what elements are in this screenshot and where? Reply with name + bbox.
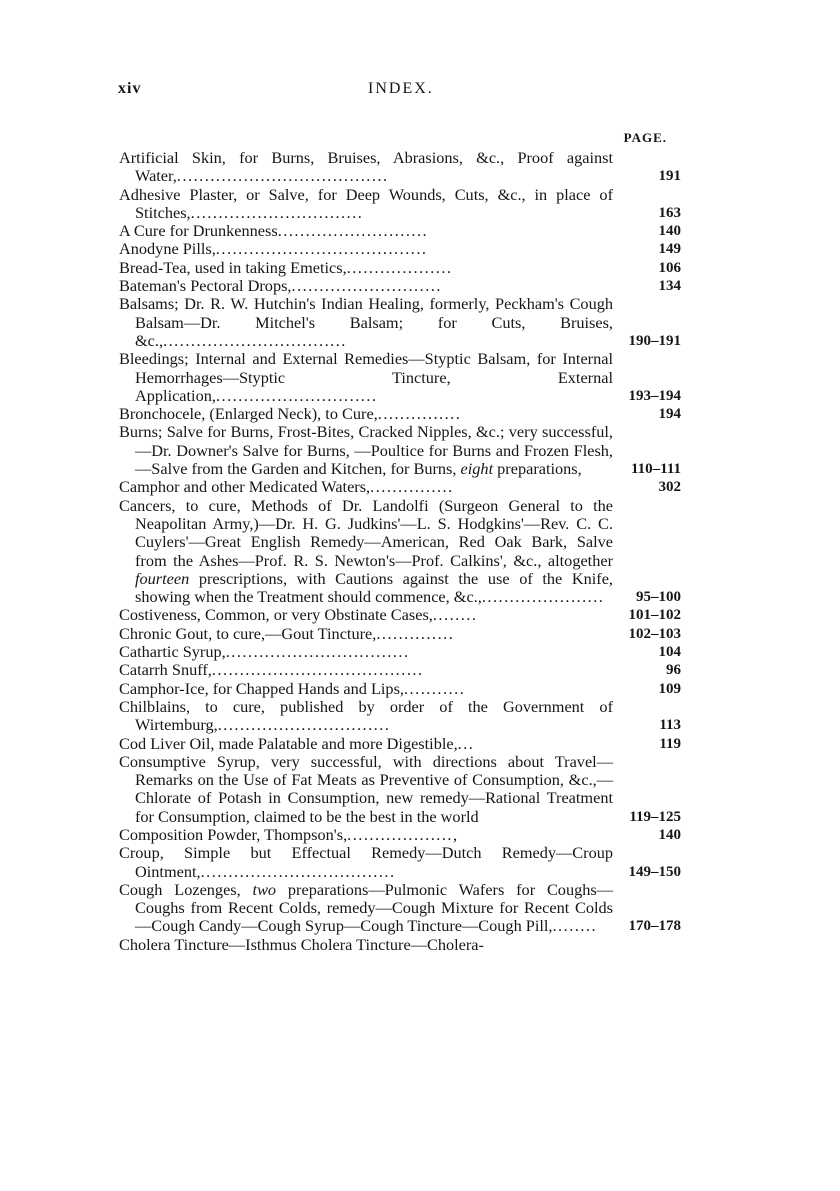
entry-text: for Chapped Hands and Lips,	[208, 678, 404, 698]
entry-page-ref: 302	[658, 479, 681, 496]
entry-heading: Bread-Tea,	[119, 257, 191, 277]
index-entry	[119, 753, 681, 826]
index-entry	[119, 643, 681, 661]
entry-page-ref: 95–100	[636, 589, 681, 606]
entry-heading: Composition Powder,	[119, 824, 261, 844]
entry-page-ref: 194	[658, 406, 681, 423]
index-entry	[119, 826, 681, 844]
entry-text: or Salve, for Deep Wounds, Cuts, &c., in place of Stitches,	[135, 184, 613, 222]
entry-leader-dots: ..............	[376, 623, 455, 643]
page-column-label: PAGE.	[623, 130, 667, 145]
index-entry	[119, 680, 681, 698]
entry-page-ref: 119	[659, 735, 681, 752]
entry-page-ref: 193–194	[628, 387, 681, 404]
entry-leader-dots: ...............	[370, 477, 454, 497]
entry-page-ref: 101–102	[628, 607, 681, 624]
entry-heading: Chronic Gout,	[119, 623, 213, 643]
index-entry	[119, 240, 681, 258]
entry-leader-dots: ...............................	[217, 715, 391, 735]
entry-text: to cure,—Gout Tincture,	[212, 623, 377, 643]
index-entry	[119, 478, 681, 496]
index-entry	[119, 423, 681, 478]
entry-leader-dots: ...................	[346, 257, 453, 277]
entry-heading: Burns;	[119, 422, 163, 442]
entry-heading: Cough Lozenges,	[119, 879, 241, 899]
index-entry	[119, 149, 681, 186]
entry-text: Common, or very Obstinate Cases,	[200, 605, 433, 625]
index-entry	[119, 222, 681, 240]
entry-heading: Cathartic Syrup,	[119, 642, 226, 662]
entry-heading: Camphor	[119, 477, 180, 497]
running-head	[118, 80, 678, 106]
entry-text: for Burns, Bruises, Abrasions, &c., Proof against Water,	[135, 148, 613, 186]
entry-text: Dr. R. W. Hutchin's Indian Healing, formerly, Peckham's Cough Balsam—Dr. Mitchel's Balsam; for Cuts, Bruises, &c.,	[135, 294, 613, 350]
index-entry	[119, 277, 681, 295]
entry-leader-dots: ...................................	[200, 861, 396, 881]
entry-text: and other Medicated Waters,	[179, 477, 371, 497]
entry-text: Internal and External Remedies—Styptic Balsam, for Internal Hemorrhages—Styptic Tincture, External Application,	[135, 349, 613, 405]
entry-page-ref: 149	[658, 241, 681, 258]
entry-page-ref: 109	[658, 680, 681, 697]
entry-heading: Bateman's Pectoral Drops,	[119, 276, 292, 296]
entry-heading: Chilblains,	[119, 696, 191, 716]
entry-heading: Camphor-Ice,	[119, 678, 209, 698]
entry-leader-dots: ...............................	[190, 202, 364, 222]
entry-heading: Cholera Tincture—	[119, 934, 246, 954]
entry-heading: Balsams;	[119, 294, 179, 314]
entry-leader-dots: .............................	[215, 385, 378, 405]
entry-heading: Cancers,	[119, 495, 176, 515]
index-entry	[119, 497, 681, 607]
entry-heading: Anodyne Pills,	[119, 239, 216, 259]
index-entries	[119, 149, 681, 954]
entry-leader-dots: ......................................	[215, 239, 428, 259]
entry-page-ref: 113	[659, 717, 681, 734]
entry-leader-dots: ......................	[481, 587, 605, 607]
entry-text-continued: preparations—Pulmonic Wafers for Coughs—Coughs from Recent Colds, remedy—Cough Mixture for Recent Colds—Cough Candy—Cough Syrup—Cough Tincture—Cough Pill,	[135, 879, 613, 936]
entry-leader-dots: ...........................	[277, 221, 429, 241]
index-entry	[119, 698, 681, 735]
entry-leader-dots: ...	[457, 733, 475, 753]
index-entry	[119, 405, 681, 423]
entry-emphasis: fourteen	[135, 568, 190, 588]
entry-heading: Catarrh Snuff,	[119, 660, 212, 680]
index-entry	[119, 350, 681, 405]
entry-text: Simple but Effectual Remedy—Dutch Remedy—Croup Ointment,	[135, 843, 613, 881]
entry-page-ref: 140	[658, 826, 681, 843]
entry-leader-dots: ...............	[377, 404, 462, 424]
entry-page-ref: 104	[658, 644, 681, 661]
entry-heading: Cod Liver Oil,	[119, 733, 215, 753]
entry-text: to cure, published by order of the Government of Wirtemburg,	[135, 696, 613, 735]
index-entry	[119, 844, 681, 881]
entry-page-ref: 110–111	[630, 461, 681, 478]
entry-text: Isthmus Cholera Tincture—Cholera-	[245, 934, 484, 954]
index-entry	[119, 186, 681, 223]
index-entry	[119, 606, 681, 624]
entry-heading: Bleedings;	[119, 349, 189, 369]
entry-page-ref: 102–103	[628, 625, 681, 642]
entry-leader-dots: ......................................	[211, 660, 424, 680]
entry-page-ref: 106	[658, 259, 681, 276]
entry-text: used in taking Emetics,	[190, 257, 347, 277]
index-entry	[119, 295, 681, 350]
entry-heading: Croup,	[119, 843, 164, 863]
entry-leader-dots: ...........................	[291, 276, 442, 296]
entry-leader-dots: .................................	[225, 642, 410, 662]
entry-page-ref: 96	[666, 662, 681, 679]
index-entry	[119, 735, 681, 753]
entry-heading: Artificial Skin,	[119, 148, 226, 167]
entry-page-ref: 170–178	[628, 918, 681, 935]
entry-leader-dots: ........	[432, 605, 478, 625]
entry-emphasis: eight	[456, 459, 494, 479]
index-entry	[119, 625, 681, 643]
entry-text: to cure, Methods of Dr. Landolfi (Surgeon General to the Neapolitan Army,)—Dr. H. G. Judkins'—L. S. Hodgkins'—Rev. C. C. Cuylers'—Great English Remedy—American, Red Oak Bark, Salve from the Ashes—Prof. R. S. Newton's—Prof. Calkins', &c., altogether	[135, 495, 613, 570]
entry-page-ref: 140	[658, 223, 681, 240]
entry-leader-dots: ........	[552, 916, 598, 936]
index-entry	[119, 661, 681, 679]
entry-heading: Consumptive Syrup,	[119, 751, 260, 771]
index-entry	[119, 881, 681, 936]
entry-page-ref: 163	[658, 204, 681, 221]
entry-leader-dots: ...........	[403, 678, 466, 698]
entry-leader-dots: .................................	[163, 330, 347, 350]
entry-page-ref: 191	[658, 168, 681, 185]
index-entry	[119, 259, 681, 277]
entry-emphasis: two	[240, 879, 277, 899]
entry-heading: A Cure for Drunkenness	[119, 221, 278, 241]
entry-text: Salve for Burns, Frost-Bites, Cracked Nipples, &c.; very successful,—Dr. Downer's Salve for Burns, —Poultice for Burns and Frozen Flesh,—Salve from the Garden and Kitchen, for Burns,	[135, 422, 613, 479]
page-title: INDEX.	[368, 80, 434, 97]
entry-text-continued: preparations,	[493, 459, 582, 479]
entry-page-ref: 190–191	[628, 332, 681, 349]
entry-leader-dots: ...................,	[347, 824, 459, 844]
index-entry	[119, 936, 681, 954]
entry-text-continued: prescriptions, with Cautions against the use of the Knife, showing when the Treatment should commence, &c.,	[135, 568, 613, 607]
entry-heading: Costiveness,	[119, 605, 201, 625]
entry-leader-dots: ......................................	[176, 166, 389, 186]
entry-page-ref: 119–125	[629, 808, 681, 825]
page-folio: xiv	[118, 80, 142, 97]
entry-text: very successful, with directions about Travel—Remarks on the Use of Fat Meats as Preventive of Consumption, &c.,—Chlorate of Potash in Consumption, new remedy—Rational Treatment for Consumption, claimed to be the best in the world	[135, 751, 613, 826]
entry-text: made Palatable and more Digestible,	[214, 733, 458, 753]
entry-page-ref: 149–150	[628, 863, 681, 880]
entry-text: (Enlarged Neck), to Cure,	[205, 404, 378, 424]
entry-page-ref: 134	[658, 278, 681, 295]
entry-heading: Bronchocele,	[119, 404, 206, 424]
entry-text: Thompson's,	[260, 824, 348, 844]
entry-heading: Adhesive Plaster,	[119, 184, 238, 204]
